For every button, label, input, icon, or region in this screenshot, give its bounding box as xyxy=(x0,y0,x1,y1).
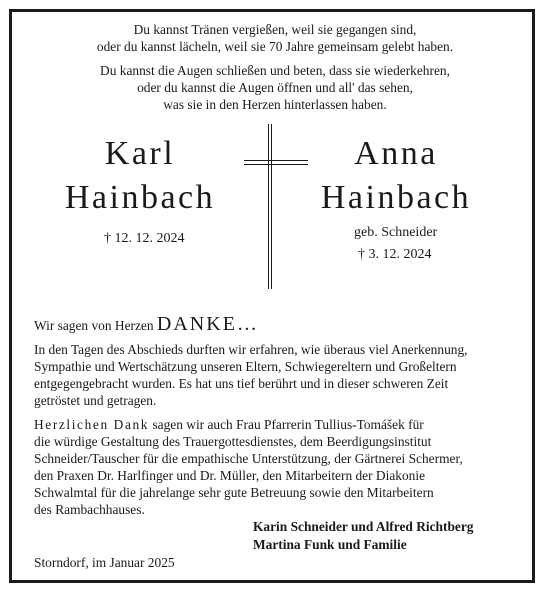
cross-icon-vertical xyxy=(268,124,272,289)
para2-line-1 xyxy=(34,416,424,433)
para1-line-2: Sympathie und Wertschätzung unseren Eltern, Schwiegereltern und Großeltern xyxy=(34,359,457,374)
person2-death-date: † 3. 12. 2024 xyxy=(358,247,432,262)
thanks-word: DANKE… xyxy=(156,313,259,335)
poem-line-5: was sie in den Herzen hinterlassen haben. xyxy=(163,97,387,112)
poem-line-3: Du kannst die Augen schließen und beten, dass sie wiederkehren, xyxy=(100,63,450,78)
signature-line-2: Martina Funk und Familie xyxy=(253,537,407,552)
para2-first-rest: sagen wir auch Frau Pfarrerin Tullius-Tomášek für xyxy=(149,417,424,432)
para1-line-3: entgegengebracht wurden. Es hat uns tief berührt und in dieser schweren Zeit xyxy=(34,376,449,391)
para2-lead: Herzlichen Dank xyxy=(34,417,150,432)
para2-line-3: Schneider/Tauscher für die empathische Unterstützung, der Gärtnerei Schermer, xyxy=(34,451,463,466)
para2-line-6: des Rambachhauses. xyxy=(34,502,145,517)
para1-line-1: In den Tagen des Abschieds durften wir erfahren, wie überaus viel Anerkennung, xyxy=(34,342,468,357)
poem-line-1: Du kannst Tränen vergießen, weil sie gegangen sind, xyxy=(133,22,417,37)
person1-death-date: † 12. 12. 2024 xyxy=(104,231,185,246)
poem-line-2: oder du kannst lächeln, weil sie 70 Jahre gemeinsam gelebt haben. xyxy=(96,39,454,54)
person2-first-name: Anna xyxy=(354,135,438,172)
poem-line-4: oder du kannst die Augen öffnen und all' das sehen, xyxy=(137,80,413,95)
person1-first-name: Karl xyxy=(104,135,176,172)
para2-line-2: die würdige Gestaltung des Trauergottesdienstes, dem Beerdigungsinstitut xyxy=(34,434,432,449)
para2-line-5: Schwalmtal für die jahrelange sehr gute Betreuung sowie den Mitarbeitern xyxy=(34,485,434,500)
para2-line-4: den Praxen Dr. Harlfinger und Dr. Müller, den Mitarbeitern der Diakonie xyxy=(34,468,426,483)
signature-line-1: Karin Schneider und Alfred Richtberg xyxy=(253,519,474,534)
para1-line-4: getröstet und getragen. xyxy=(34,393,157,408)
thanks-intro: Wir sagen von Herzen xyxy=(34,318,154,333)
person2-birth-name: geb. Schneider xyxy=(354,225,438,240)
place-date: Storndorf, im Januar 2025 xyxy=(34,555,175,570)
thanks-heading xyxy=(34,313,259,337)
person2-last-name: Hainbach xyxy=(320,179,472,216)
person1-last-name: Hainbach xyxy=(64,179,216,216)
